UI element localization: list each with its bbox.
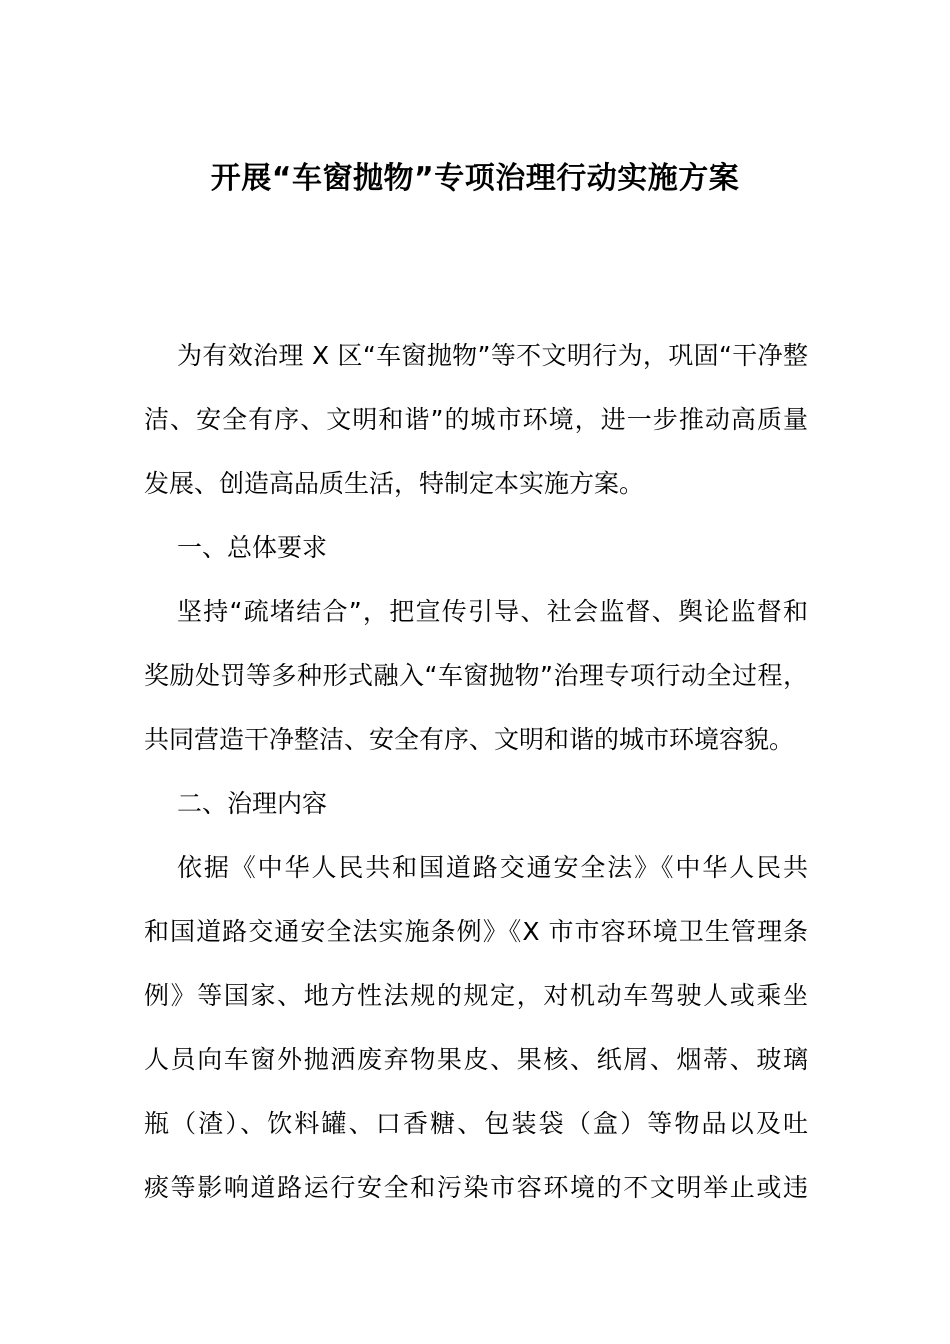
paragraph-line: 和国道路交通安全法实施条例》《X 市市容环境卫生管理条 [144, 917, 808, 946]
document-title: 开展“车窗抛物”专项治理行动实施方案 [210, 161, 740, 196]
section-heading: 一、总体要求 [177, 533, 328, 562]
paragraph-line: 洁、安全有序、文明和谐”的城市环境，进一步推动高质量 [144, 405, 808, 434]
paragraph-line: 坚持“疏堵结合”，把宣传引导、社会监督、舆论监督和 [177, 597, 808, 626]
section-heading: 二、治理内容 [177, 789, 328, 818]
paragraph-line: 例》等国家、地方性法规的规定，对机动车驾驶人或乘坐 [144, 981, 808, 1010]
paragraph-line: 共同营造干净整洁、安全有序、文明和谐的城市环境容貌。 [144, 725, 795, 754]
paragraph-line: 人员向车窗外抛洒废弃物果皮、果核、纸屑、烟蒂、玻璃 [144, 1045, 808, 1074]
paragraph-line: 为有效治理 X 区“车窗抛物”等不文明行为，巩固“干净整 [177, 341, 808, 370]
paragraph-line: 发展、创造高品质生活，特制定本实施方案。 [144, 469, 645, 498]
paragraph-line: 痰等影响道路运行安全和污染市容环境的不文明举止或违 [144, 1173, 808, 1202]
paragraph-line: 瓶（渣）、饮料罐、口香糖、包装袋（盒）等物品以及吐 [144, 1109, 808, 1138]
paragraph-line: 奖励处罚等多种形式融入“车窗抛物”治理专项行动全过程， [144, 661, 808, 690]
document-body [144, 324, 808, 1220]
paragraph-line: 依据《中华人民共和国道路交通安全法》《中华人民共 [177, 853, 808, 882]
